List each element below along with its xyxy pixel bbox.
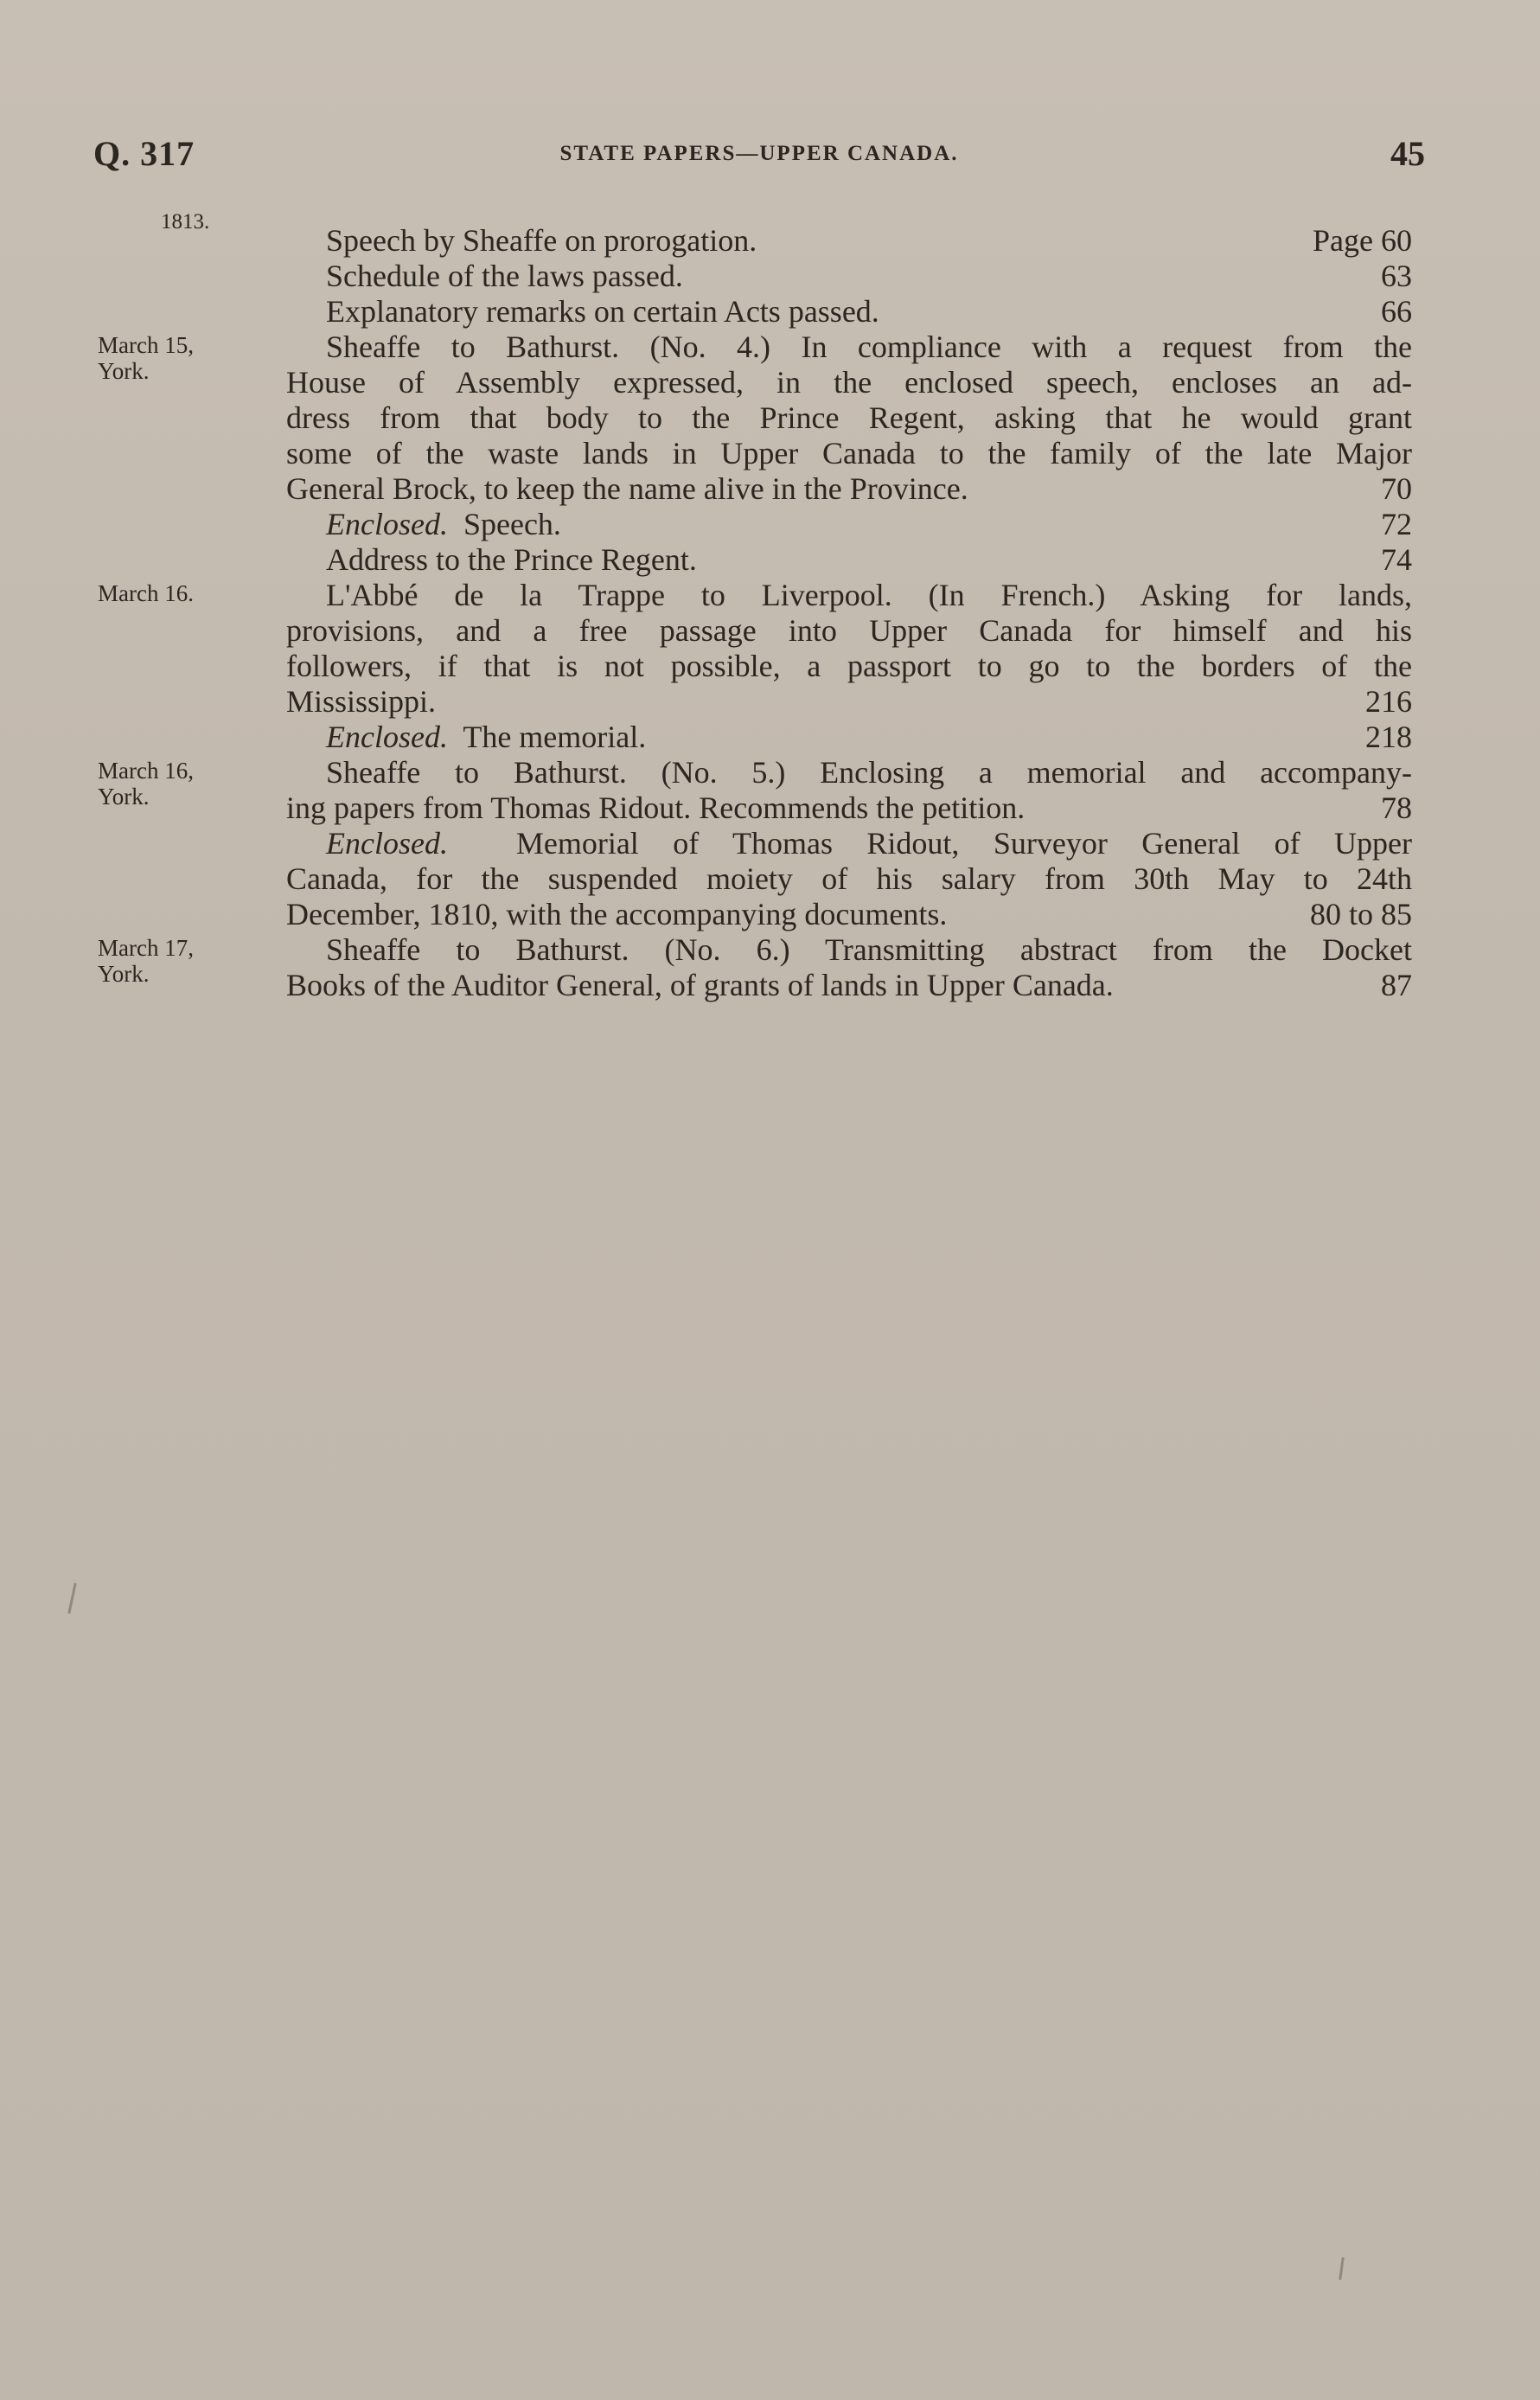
entry-line — [326, 259, 1412, 294]
entry-line — [326, 223, 1412, 259]
folio-ref: 78 — [1381, 790, 1412, 825]
entry-text: General Brock, to keep the name alive in the Province. — [286, 471, 968, 506]
entry-date-margin — [98, 758, 271, 810]
entry-line — [326, 507, 1412, 542]
entry-text: L'Abbé de la Trappe to Liverpool. (In French.) Asking for lands, — [326, 578, 1412, 612]
entry-date: March 16. — [98, 580, 194, 606]
entry-line — [286, 684, 1412, 720]
entry-line — [326, 578, 1412, 613]
entry-line — [326, 294, 1412, 330]
paper-blemish — [1339, 2257, 1345, 2280]
entry-text: some of the waste lands in Upper Canada to the family of the late Major — [286, 436, 1412, 470]
entry-date-margin — [98, 580, 271, 606]
entry-date-margin — [98, 935, 271, 987]
entry-line — [326, 932, 1412, 968]
calendar-entry — [0, 932, 1540, 1003]
entry-text: Canada, for the suspended moiety of his salary from 30th May to 24th — [286, 861, 1412, 896]
entry-line — [326, 330, 1412, 365]
enclosure-label: Enclosed. — [326, 720, 448, 754]
entry-text: Books of the Auditor General, of grants of lands in Upper Canada. — [286, 968, 1114, 1002]
folio-ref: 80 to 85 — [1309, 897, 1412, 931]
entry-text: provisions, and a free passage into Upper Canada for himself and his — [286, 613, 1412, 648]
entry-line — [326, 826, 1412, 861]
series-reference: Q. 317 — [93, 134, 195, 173]
entry-line — [286, 790, 1412, 826]
entry-line — [286, 861, 1412, 897]
entry-text: dress from that body to the Prince Regent, asking that he would grant — [286, 400, 1412, 435]
entry-date: March 15, — [98, 332, 194, 358]
folio-ref: 70 — [1381, 471, 1412, 506]
entry-text: Speech by Sheaffe on prorogation. — [326, 223, 757, 258]
entry-text: Sheaffe to Bathurst. (No. 5.) Enclosing a memorial and accompany- — [326, 755, 1412, 790]
calendar-entry — [0, 755, 1540, 932]
year-label: 1813. — [161, 210, 210, 234]
page-header — [93, 130, 1425, 182]
entry-line — [286, 649, 1412, 684]
entry-line — [326, 542, 1412, 578]
folio-ref: 87 — [1381, 968, 1412, 1002]
calendar-entry — [0, 330, 1540, 578]
entry-line — [286, 897, 1412, 932]
folio-ref: 218 — [1365, 720, 1412, 754]
calendar-entries — [0, 223, 1540, 1003]
folio-ref: 216 — [1365, 684, 1412, 719]
entry-line — [286, 613, 1412, 649]
entry-place: York. — [98, 961, 150, 987]
entry-text: December, 1810, with the accompanying documents. — [286, 897, 948, 931]
running-title: STATE PAPERS—UPPER CANADA. — [559, 142, 959, 165]
entry-place: York. — [98, 358, 150, 384]
entry-line — [326, 755, 1412, 790]
entry-text: Schedule of the laws passed. — [326, 259, 683, 293]
entry-text: Speech. — [463, 507, 561, 541]
entry-text: Mississippi. — [286, 684, 437, 719]
entry-line — [286, 400, 1412, 436]
entry-line — [286, 968, 1412, 1003]
paper-blemish — [67, 1583, 76, 1614]
entry-date: March 17, — [98, 935, 194, 961]
entry-line — [286, 471, 1412, 507]
entry-text: House of Assembly expressed, in the enclosed speech, encloses an ad- — [286, 365, 1412, 400]
entry-line — [326, 720, 1412, 755]
folio-ref: 66 — [1381, 294, 1412, 329]
entry-text: Memorial of Thomas Ridout, Surveyor General of Upper — [515, 826, 1413, 861]
entry-place: York. — [98, 784, 150, 810]
folio-ref: 72 — [1381, 507, 1412, 541]
calendar-entry — [0, 223, 1540, 330]
page-number: 45 — [1390, 134, 1425, 173]
entry-text: Sheaffe to Bathurst. (No. 4.) In compliance with a request from the — [326, 330, 1412, 364]
entry-text: Explanatory remarks on certain Acts passed. — [326, 294, 879, 329]
entry-date: March 16, — [98, 758, 194, 784]
entry-text: Sheaffe to Bathurst. (No. 6.) Transmitting abstract from the Docket — [326, 932, 1412, 967]
entry-text: ing papers from Thomas Ridout. Recommends the petition. — [286, 790, 1026, 825]
enclosure-label: Enclosed. — [326, 826, 448, 861]
enclosure-label: Enclosed. — [326, 507, 448, 541]
entry-text: The memorial. — [463, 720, 647, 754]
calendar-entry — [0, 578, 1540, 755]
entry-text: Address to the Prince Regent. — [326, 542, 697, 577]
entry-line — [286, 365, 1412, 400]
folio-ref: 63 — [1381, 259, 1412, 293]
entry-line — [286, 436, 1412, 471]
entry-text: followers, if that is not possible, a passport to go to the borders of the — [286, 649, 1412, 683]
entry-date-margin — [98, 332, 271, 384]
folio-ref: 74 — [1381, 542, 1412, 577]
folio-ref: Page 60 — [1313, 223, 1412, 258]
